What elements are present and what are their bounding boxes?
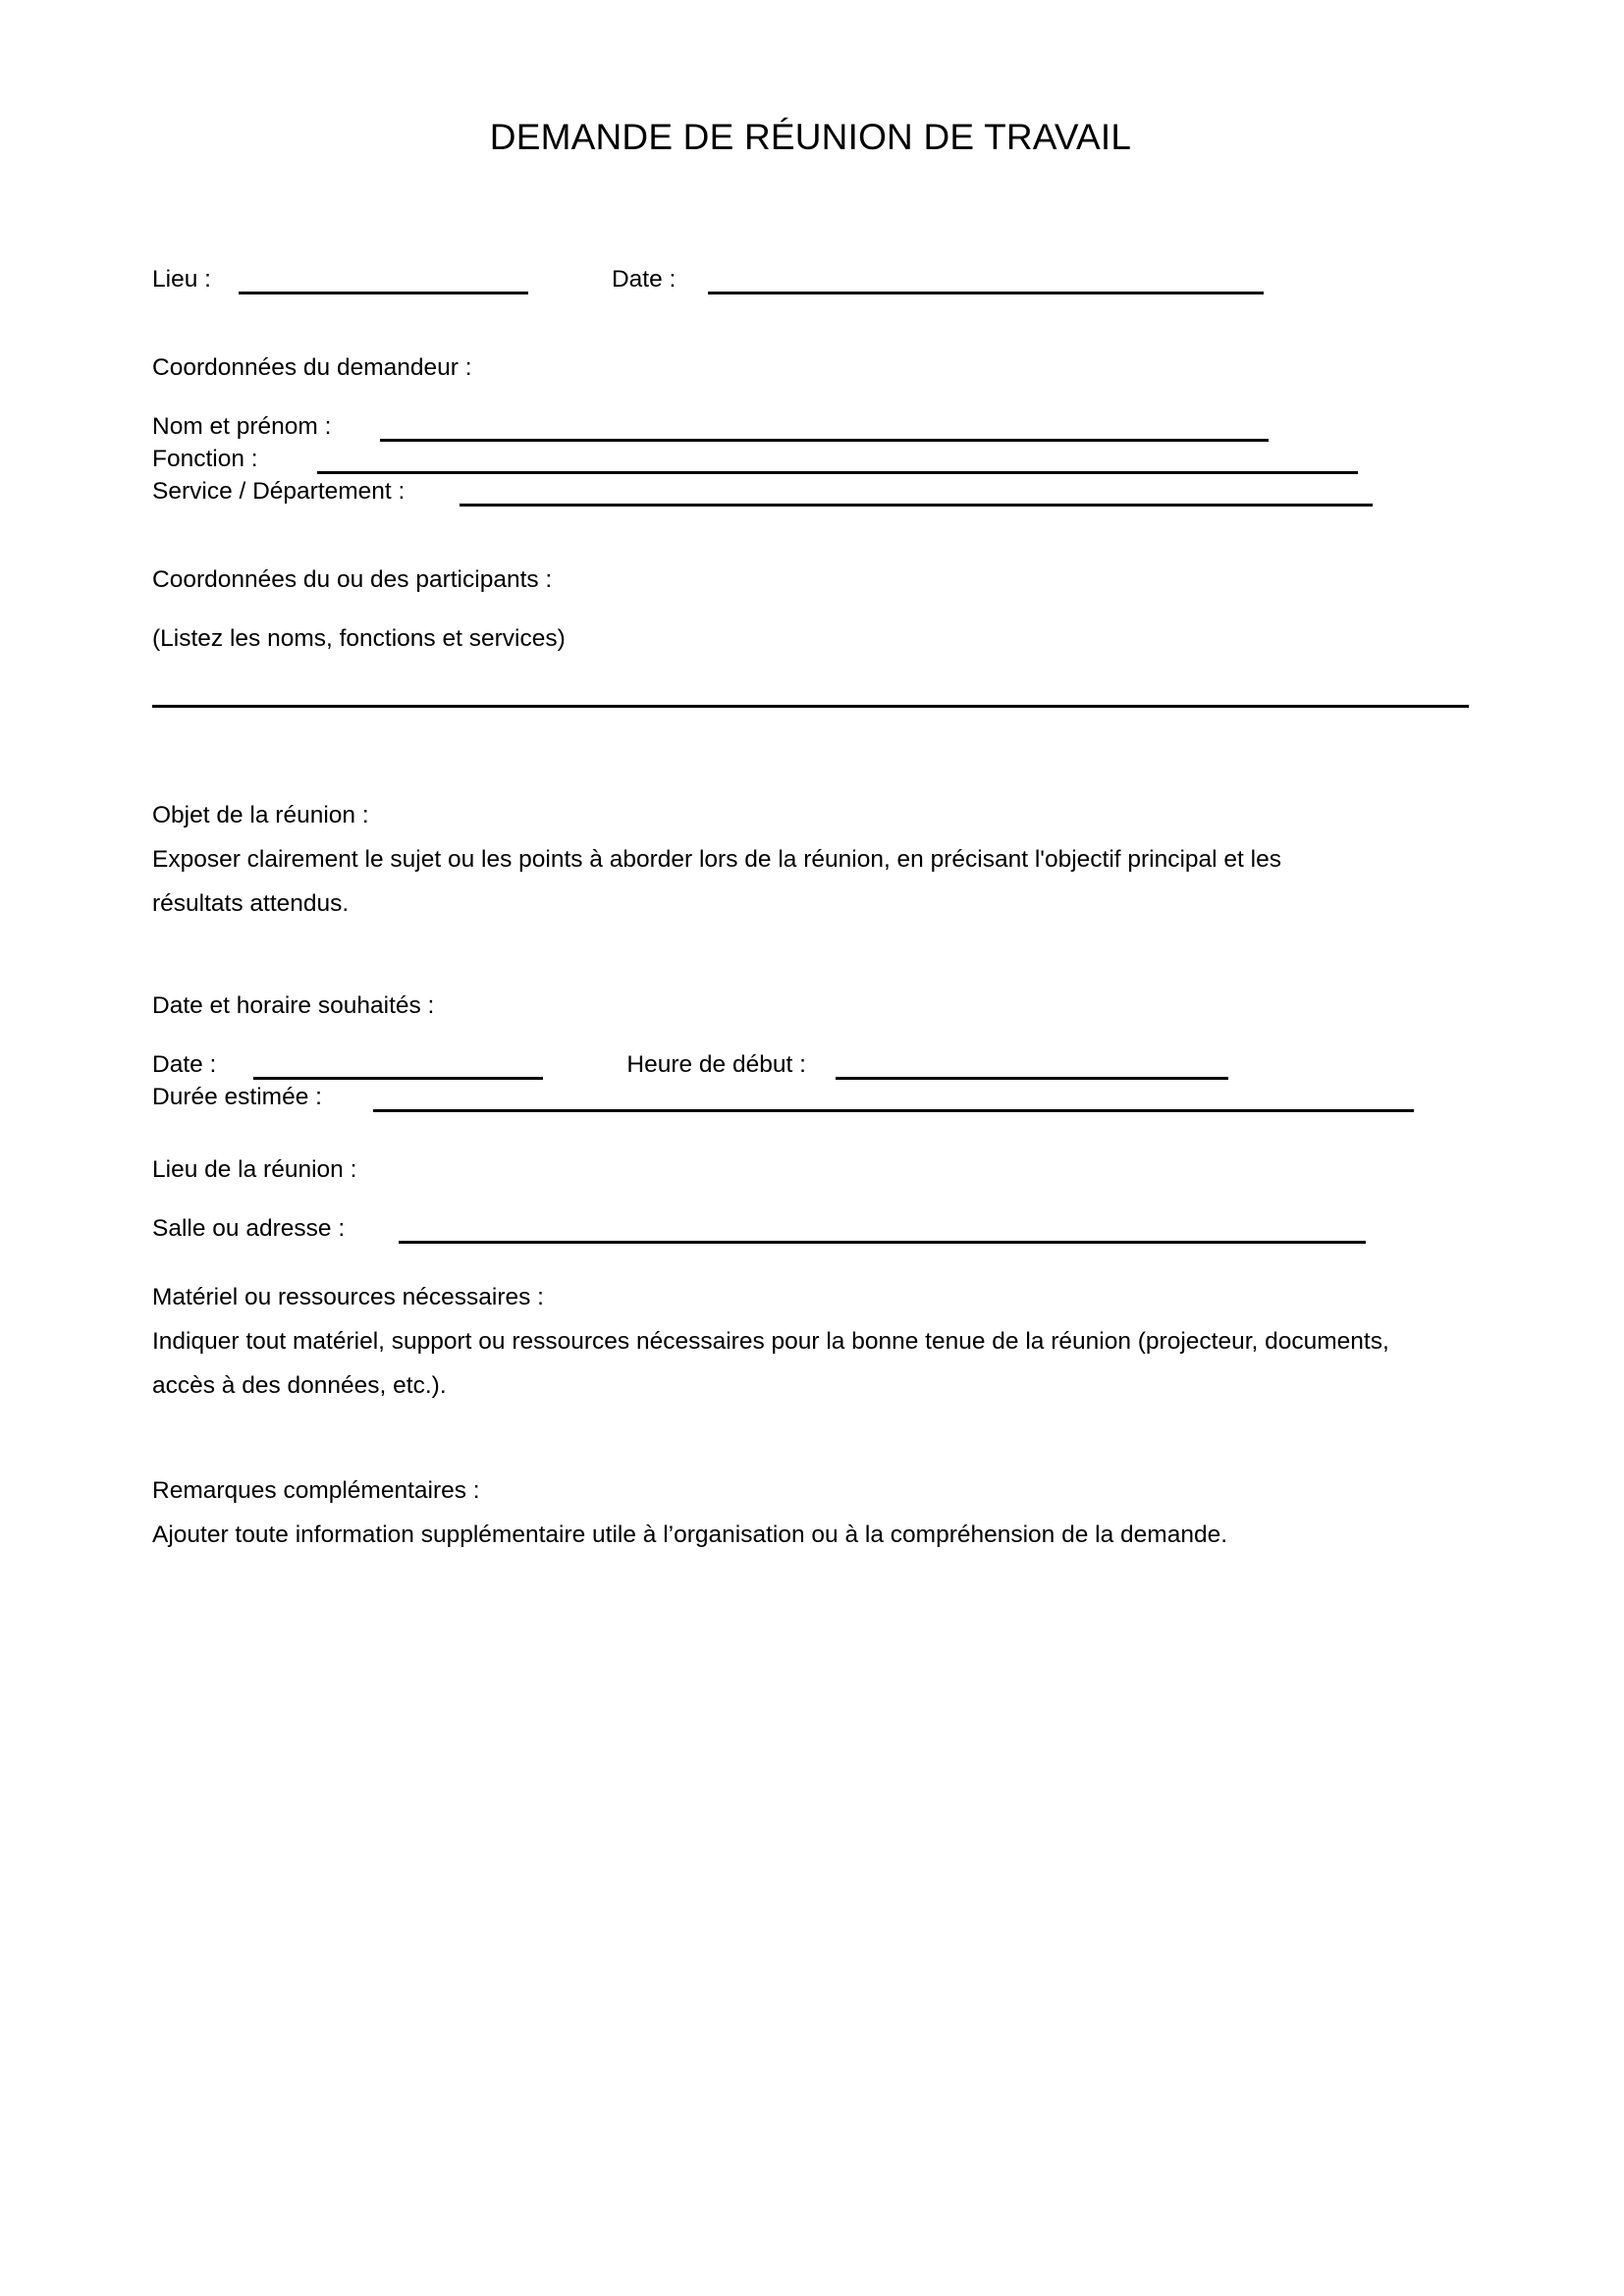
schedule-duration-row — [152, 1083, 1469, 1112]
requester-service-input[interactable] — [460, 504, 1373, 507]
schedule-date-label: Date : — [152, 1051, 217, 1078]
start-time-input[interactable] — [836, 1077, 1228, 1080]
participants-heading: Coordonnées du ou des participants : — [152, 566, 553, 593]
date-label: Date : — [611, 266, 677, 293]
start-time-label: Heure de début : — [626, 1051, 806, 1078]
location-room-label: Salle ou adresse : — [152, 1215, 346, 1242]
schedule-date-row — [152, 1050, 1469, 1080]
document-content — [152, 0, 1469, 1557]
remarks-instruction: Ajouter toute information supplémentaire utile à l’organisation ou à la compréhension de la demande. — [152, 1522, 1228, 1548]
schedule-duration-label: Durée estimée : — [152, 1084, 322, 1110]
schedule-duration-input[interactable] — [373, 1109, 1414, 1112]
requester-service-label: Service / Département : — [152, 478, 406, 505]
purpose-instruction: Exposer clairement le sujet ou les points à aborder lors de la réunion, en précisant l'objectif principal et les résultats attendus. — [152, 846, 1281, 917]
purpose-heading: Objet de la réunion : — [152, 802, 369, 828]
schedule-heading: Date et horaire souhaités : — [152, 992, 435, 1019]
schedule-date-input[interactable] — [253, 1077, 543, 1080]
requester-function-label: Fonction : — [152, 446, 258, 472]
location-room-row — [152, 1214, 1469, 1244]
requester-function-row — [152, 445, 1469, 474]
requester-function-input[interactable] — [317, 471, 1358, 474]
date-input[interactable] — [708, 292, 1264, 294]
place-date-row — [152, 265, 1469, 294]
resources-heading: Matériel ou ressources nécessaires : — [152, 1284, 544, 1310]
requester-name-row — [152, 412, 1469, 442]
location-room-input[interactable] — [399, 1241, 1366, 1244]
requester-name-input[interactable] — [380, 439, 1269, 442]
requester-service-row — [152, 477, 1469, 507]
page-title: DEMANDE DE RÉUNION DE TRAVAIL — [489, 117, 1132, 157]
place-label: Lieu : — [152, 266, 211, 293]
remarks-heading: Remarques complémentaires : — [152, 1477, 480, 1504]
location-heading: Lieu de la réunion : — [152, 1156, 357, 1183]
resources-instruction: Indiquer tout matériel, support ou ressources nécessaires pour la bonne tenue de la réunion (projecteur, documents, accès à des données, etc.). — [152, 1328, 1389, 1399]
participants-hint: (Listez les noms, fonctions et services) — [152, 625, 566, 652]
requester-name-label: Nom et prénom : — [152, 413, 332, 440]
place-input[interactable] — [239, 292, 528, 294]
requester-heading: Coordonnées du demandeur : — [152, 354, 472, 381]
